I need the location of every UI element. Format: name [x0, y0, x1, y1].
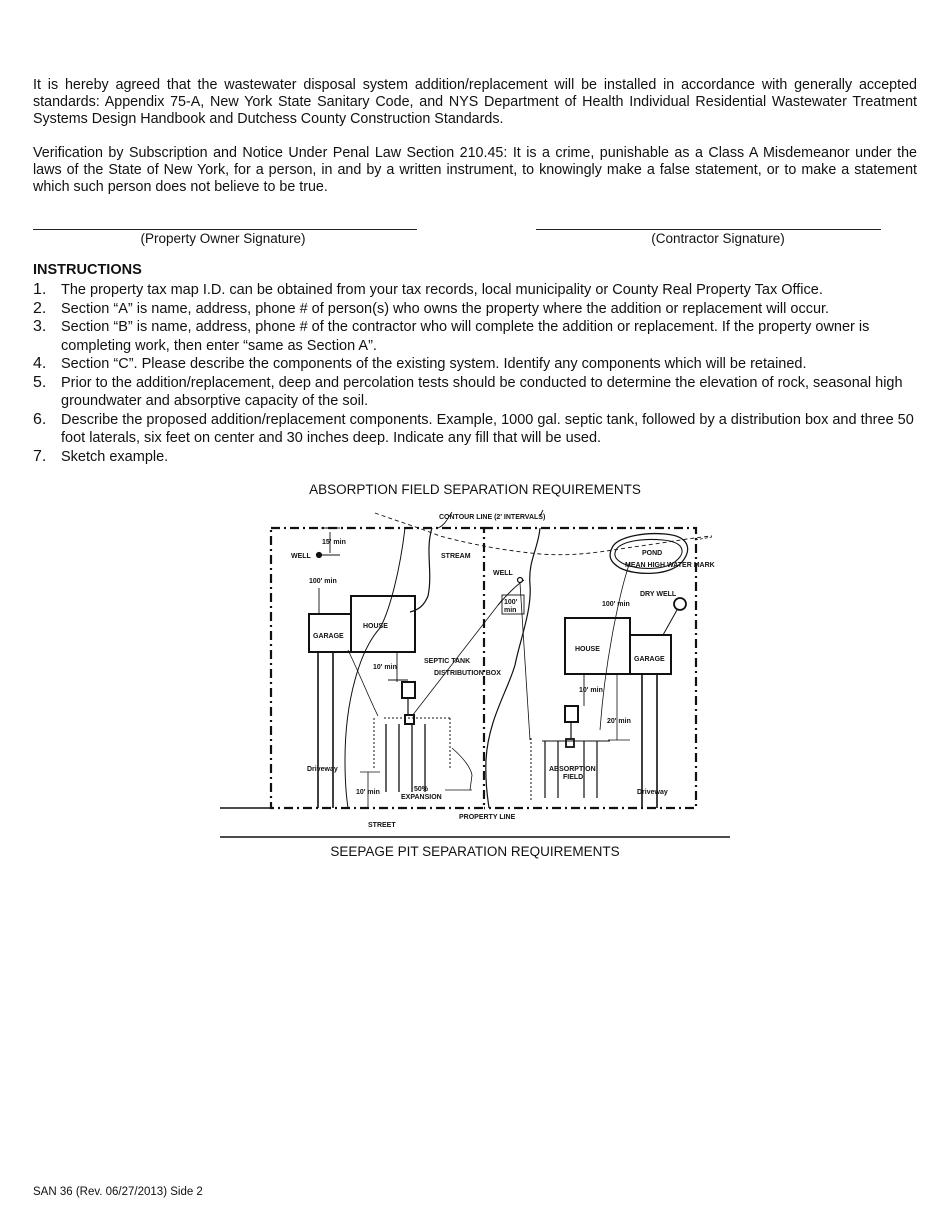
- list-item: [33, 318, 921, 355]
- verification-paragraph: Verification by Subscription and Notice Under Penal Law Section 210.45: It is a crime, punishable as a Class A Misdemeanor under the laws of the State of New York, for a person, in and by a written instrument, to knowingly make a false statement, or to make a statement which such person does not believe to be true.: [33, 145, 917, 195]
- list-item: [33, 411, 921, 448]
- item-number: 1.: [33, 281, 47, 298]
- driveway-right-label: Driveway: [637, 789, 668, 796]
- instructions-heading: INSTRUCTIONS: [33, 262, 142, 278]
- stream: [410, 528, 432, 612]
- min-100-box-top-label: 100': [504, 599, 518, 606]
- dry-well-label: DRY WELL: [640, 591, 677, 598]
- well-center-label: WELL: [493, 570, 513, 577]
- min-10-left-label: 10' min: [373, 664, 397, 671]
- item-text: Section “C”. Please describe the components of the existing system. Identify any components which will be retained.: [61, 356, 807, 372]
- owner-signature-line[interactable]: [33, 229, 417, 230]
- figure-title: ABSORPTION FIELD SEPARATION REQUIREMENTS: [309, 482, 641, 497]
- pond-label: POND: [642, 550, 663, 557]
- expansion-label: EXPANSION: [401, 794, 442, 801]
- septic-tank-right: [565, 706, 578, 722]
- street-label: STREET: [368, 822, 396, 829]
- house-left-label: HOUSE: [363, 623, 388, 630]
- item-text: Sketch example.: [61, 448, 169, 465]
- item-number: 5.: [33, 373, 47, 391]
- item-text: The property tax map I.D. can be obtained from your tax records, local municipality or County Real Property Tax Office.: [61, 282, 823, 298]
- item-number: 2.: [33, 299, 47, 317]
- min-15-label: 15' min: [322, 539, 346, 546]
- list-item: [33, 448, 921, 467]
- well-left-icon: [317, 553, 322, 558]
- agreement-paragraph: It is hereby agreed that the wastewater disposal system addition/replacement will be installed in accordance with generally accepted standards: Appendix 75-A, New York State Sanitary Code, and NYS Department of Health Individual Residential Wastewater Treatment Systems Design Handbook and Dutchess County Construction Standards.: [33, 77, 917, 127]
- distribution-box-right: [566, 739, 574, 747]
- item-text: Section “B” is name, address, phone # of the contractor who will complete the addition or replacement. If the property owner is completing work, then enter “same as Section A”.: [61, 319, 870, 354]
- item-text: Section “A” is name, address, phone # of person(s) who owns the property where the addition or replacement will occur.: [61, 300, 830, 317]
- item-number: 7.: [33, 447, 47, 465]
- min-100-left-label: 100' min: [309, 578, 337, 585]
- form-footer: SAN 36 (Rev. 06/27/2013) Side 2: [33, 1186, 203, 1198]
- high-water-label: MEAN HIGH WATER MARK: [625, 562, 715, 569]
- house-right-label: HOUSE: [575, 646, 600, 653]
- list-item: [33, 300, 921, 319]
- instructions-list: [33, 281, 921, 466]
- list-item: [33, 374, 921, 411]
- driveway-left-label: Driveway: [307, 766, 338, 773]
- septic-tank-label: SEPTIC TANK: [424, 658, 471, 665]
- stream-label: STREAM: [441, 553, 471, 560]
- min-100-box-bottom-label: min: [504, 607, 517, 614]
- absorption-label: ABSORPTION: [549, 766, 596, 773]
- contractor-signature-line[interactable]: [536, 229, 881, 230]
- contractor-signature-label: (Contractor Signature): [651, 231, 785, 246]
- dry-well: [674, 598, 686, 610]
- seepage-pit-title: SEEPAGE PIT SEPARATION REQUIREMENTS: [330, 844, 620, 859]
- list-item: [33, 281, 921, 300]
- item-text: Prior to the addition/replacement, deep and percolation tests should be conducted to determine the elevation of rock, seasonal high groundwater and absorptive capacity of the soil.: [61, 374, 903, 409]
- property-line-label: PROPERTY LINE: [459, 814, 516, 821]
- min-10-right-label: 10' min: [579, 687, 603, 694]
- garage-left-label: GARAGE: [313, 633, 344, 640]
- item-number: 6.: [33, 410, 47, 428]
- well-center-icon: [518, 578, 523, 583]
- item-text: Describe the proposed addition/replacement components. Example, 1000 gal. septic tank, followed by a distribution box and three 50 foot laterals, six feet on center and 30 inches deep. Indicate any fill that will be used.: [61, 411, 914, 446]
- separation-diagram: [0, 500, 950, 840]
- field-label: FIELD: [563, 774, 584, 781]
- min-20-label: 20' min: [607, 718, 631, 725]
- expansion-percent-label: 50%: [414, 786, 429, 793]
- contour-line-label: CONTOUR LINE (2' INTERVALS): [439, 514, 546, 521]
- septic-tank-left: [402, 682, 415, 698]
- well-left-label: WELL: [291, 553, 311, 560]
- owner-signature-label: (Property Owner Signature): [140, 231, 306, 246]
- list-item: [33, 355, 921, 374]
- distribution-box-left: [405, 715, 414, 724]
- min-100-right-label: 100' min: [602, 601, 630, 608]
- distribution-box-label: DISTRIBUTION BOX: [434, 670, 501, 677]
- garage-right-label: GARAGE: [634, 656, 665, 663]
- garage-right: [630, 635, 671, 674]
- item-number: 3.: [33, 318, 47, 335]
- item-number: 4.: [33, 355, 47, 372]
- min-10-bottom-label: 10' min: [356, 789, 380, 796]
